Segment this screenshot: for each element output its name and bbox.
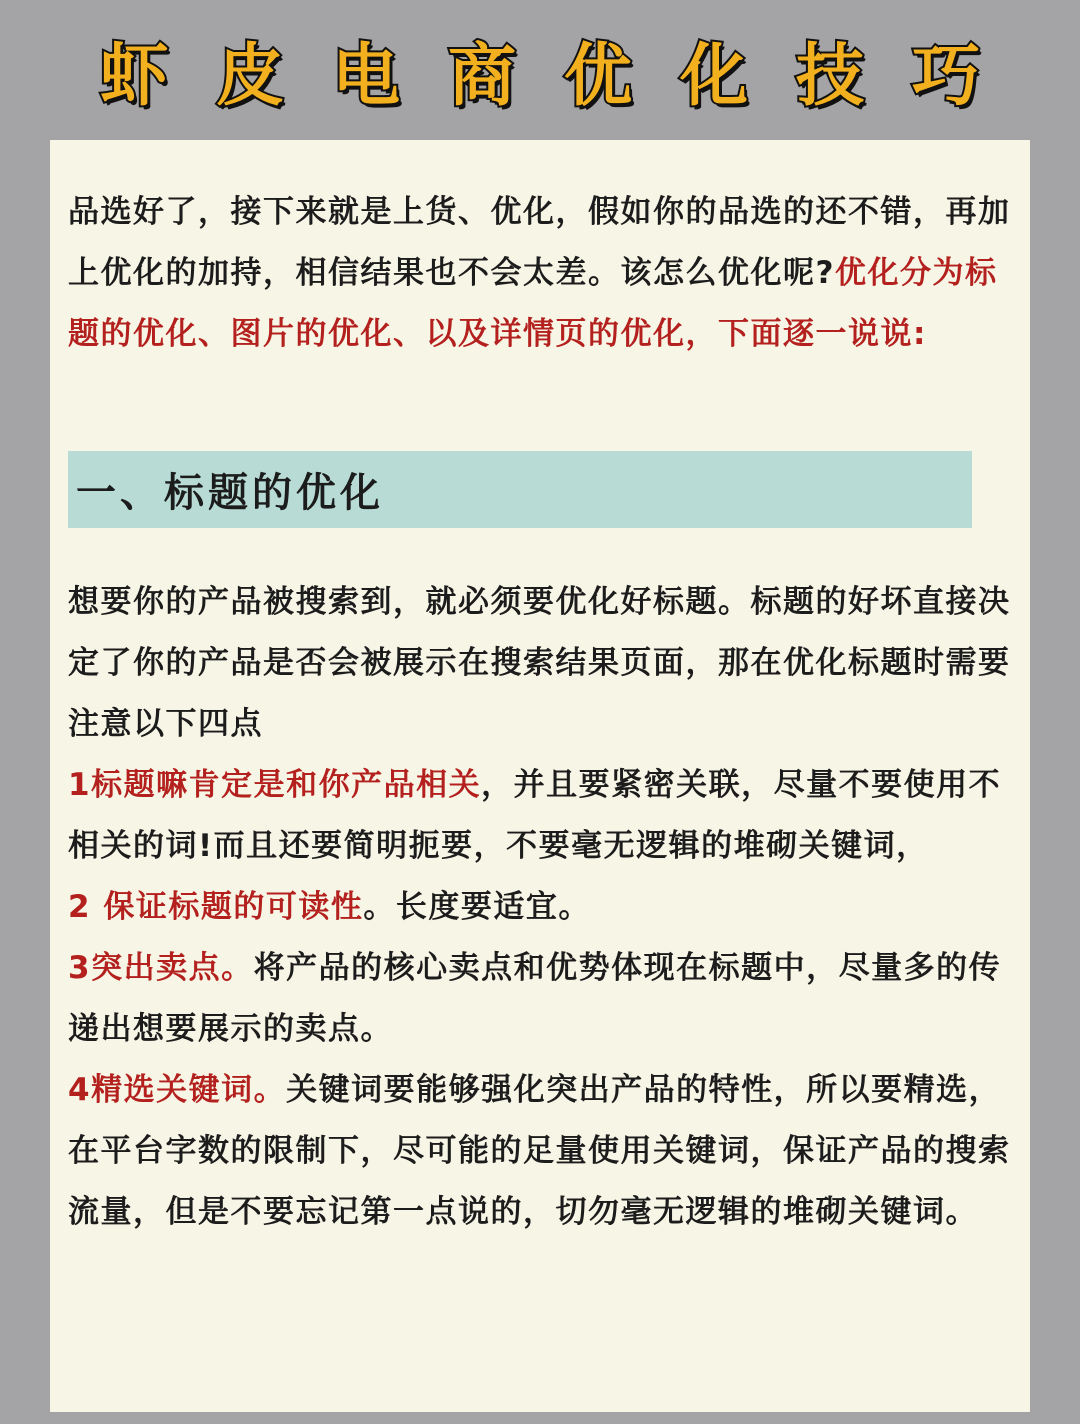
section-body xyxy=(68,572,1018,1243)
section-heading: 一、标题的优化 xyxy=(76,470,384,516)
point-3 xyxy=(68,938,1018,1060)
intro-block xyxy=(68,182,1018,365)
intro-highlight: 优化分为标题的优化、图片的优化、以及详情页的优化，下面逐一说说: xyxy=(68,255,998,352)
intro-text: 品选好了，接下来就是上货、优化，假如你的品选的还不错，再加上优化的加持，相信结果也不会太差。该怎么优化呢? xyxy=(68,194,1011,291)
section-heading-bar xyxy=(68,451,972,528)
point-2-highlight: 2 保证标题的可读性 xyxy=(68,889,364,925)
point-1-highlight: 1标题嘛肯定是和你产品相关 xyxy=(68,767,482,803)
point-1-text: ，并且要紧密关联，尽量不要使用不相关的词!而且还要简明扼要，不要毫无逻辑的堆砌关键词， xyxy=(68,767,1002,864)
point-3-text: 将产品的核心卖点和优势体现在标题中，尽量多的传递出想要展示的卖点。 xyxy=(68,950,1002,1047)
title-banner xyxy=(0,0,1080,140)
point-4-highlight: 4精选关键词。 xyxy=(68,1072,287,1108)
point-4-text: 关键词要能够强化突出产品的特性，所以要精选，在平台字数的限制下，尽可能的足量使用关键词，保证产品的搜索流量，但是不要忘记第一点说的，切勿毫无逻辑的堆砌关键词。 xyxy=(68,1072,1011,1230)
intro-paragraph xyxy=(68,182,1018,365)
section-lead: 想要你的产品被搜索到，就必须要优化好标题。标题的好坏直接决定了你的产品是否会被展示在搜索结果页面，那在优化标题时需要注意以下四点 xyxy=(68,584,1011,742)
point-2-text: 。长度要适宜。 xyxy=(363,889,591,925)
page-title: 虾皮电商优化技巧 xyxy=(99,36,1028,116)
point-1 xyxy=(68,755,1018,877)
point-3-highlight: 3突出卖点。 xyxy=(68,950,254,986)
point-4 xyxy=(68,1060,1018,1243)
content-card xyxy=(50,140,1030,1412)
point-2 xyxy=(68,877,1018,938)
